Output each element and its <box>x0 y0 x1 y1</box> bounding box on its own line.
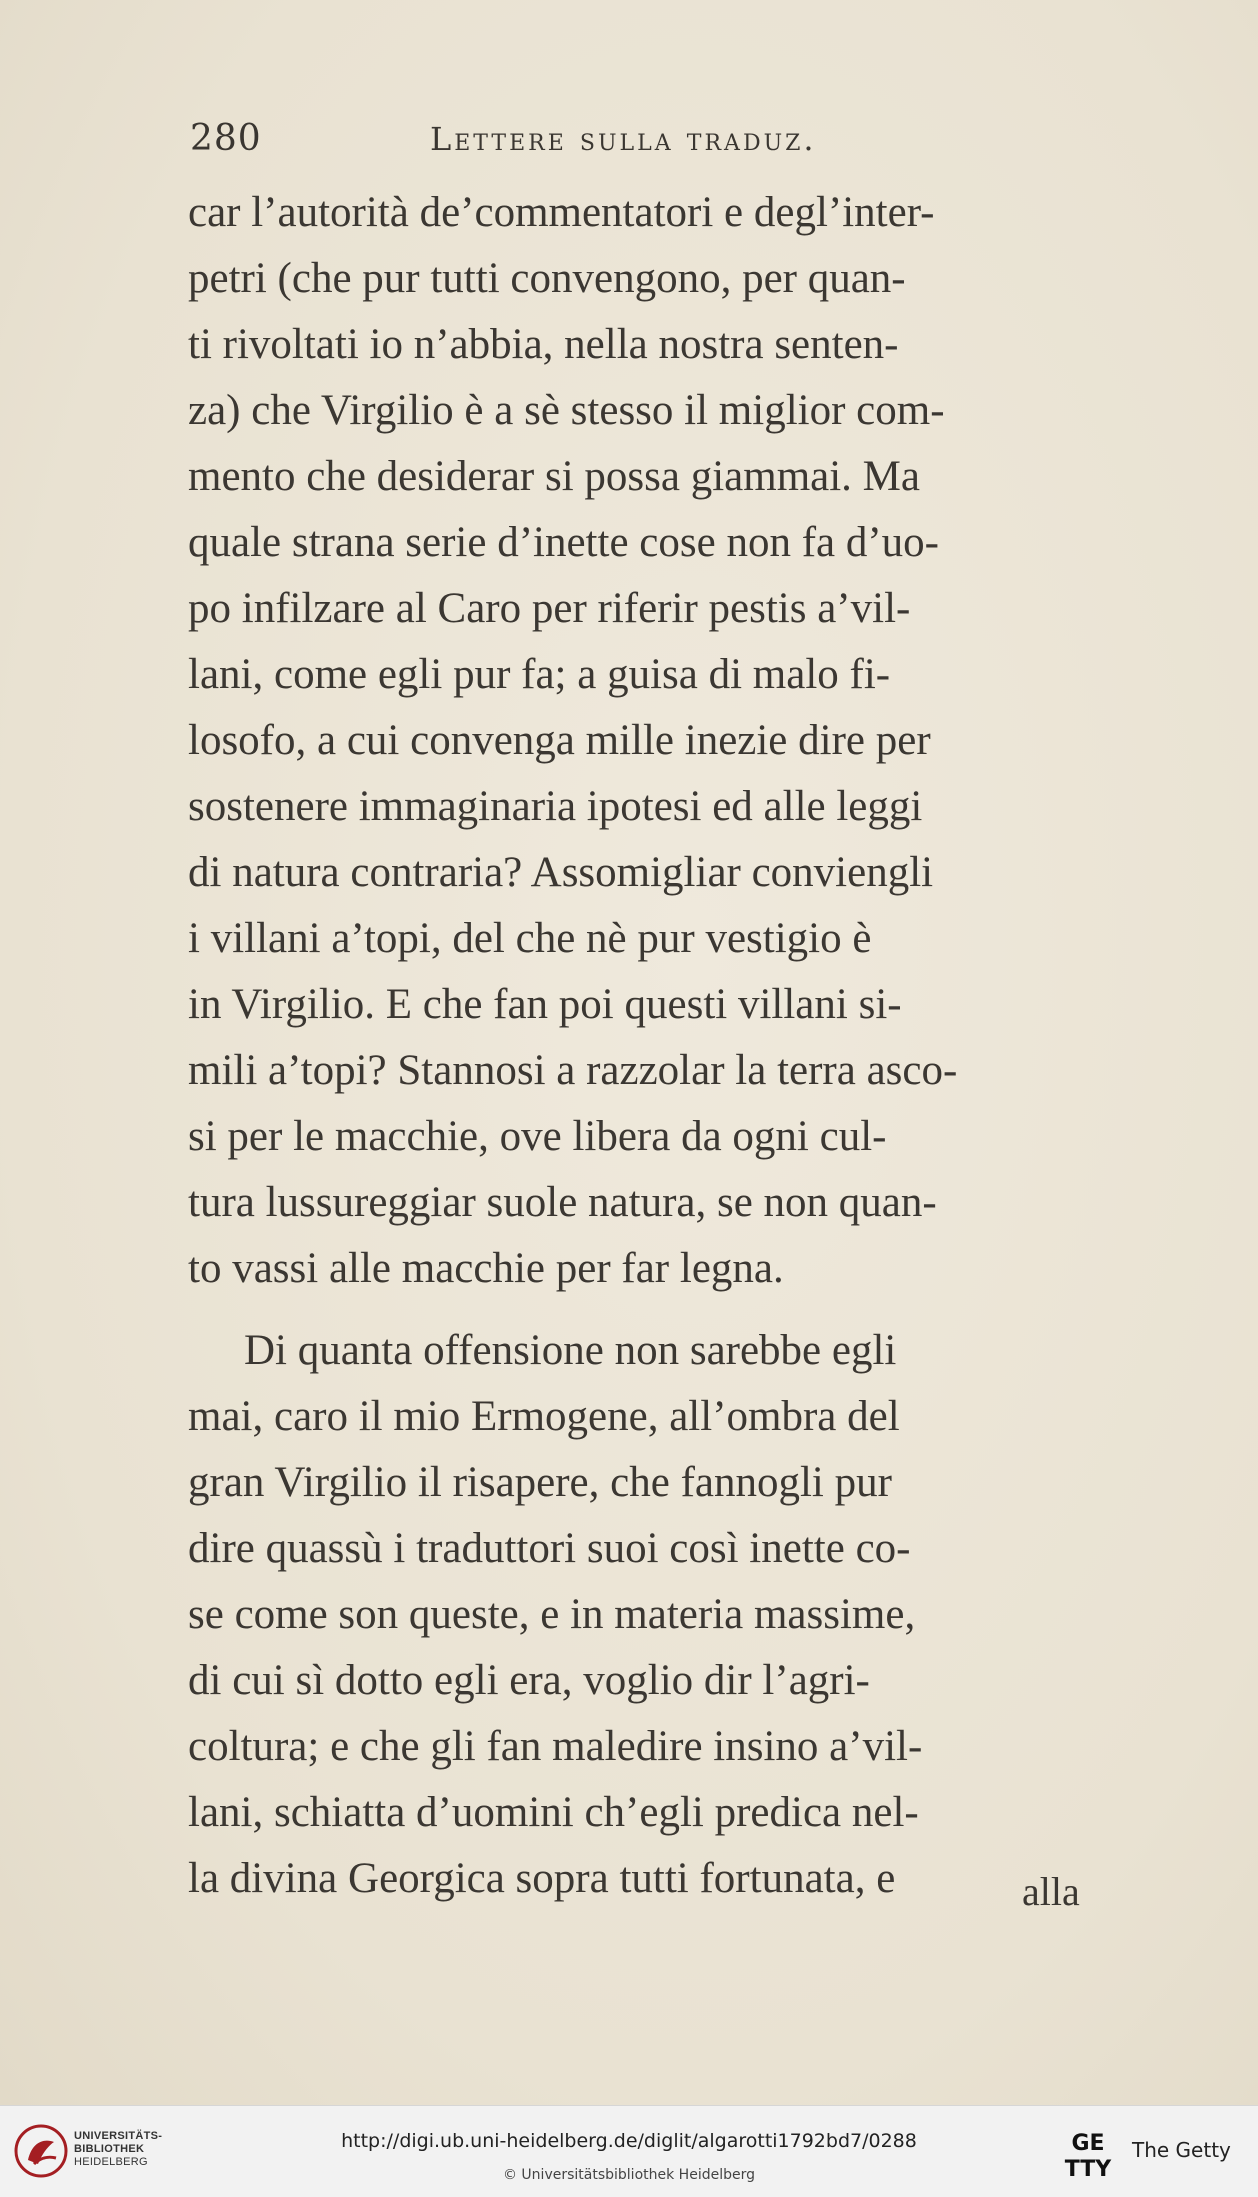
text-line: gran Virgilio il risapere, che fannogli pur <box>188 1459 892 1506</box>
text-line: mento che desiderar si possa giammai. Ma <box>188 453 920 500</box>
getty-logo-icon[interactable] <box>1058 2124 1118 2184</box>
text-line: di natura contraria? Assomigliar conviengli <box>188 849 934 896</box>
text-line: coltura; e che gli fan maledire insino a’vil- <box>188 1723 923 1770</box>
text-line: lani, come egli pur fa; a guisa di malo fi- <box>188 651 891 698</box>
text-line: si per le macchie, ove libera da ogni cul- <box>188 1113 887 1160</box>
text-line: car l’autorità de’commentatori e degl’inter- <box>188 189 935 236</box>
text-line: ti rivoltati io n’abbia, nella nostra senten- <box>188 321 899 368</box>
getty-mark-top: GE <box>1071 2131 1105 2156</box>
text-line: dire quassù i traduttori suoi così inette co- <box>188 1525 911 1572</box>
text-line: losofo, a cui convenga mille inezie dire per <box>188 717 931 764</box>
text-line: mili a’topi? Stannosi a razzolar la terra asco- <box>188 1047 958 1094</box>
library-name: UNIVERSITÄTS- BIBLIOTHEK HEIDELBERG <box>74 2130 163 2168</box>
text-line: i villani a’topi, del che nè pur vestigio è <box>188 915 872 962</box>
copyright-notice: © Universitätsbibliothek Heidelberg <box>502 2167 755 2183</box>
body-text <box>188 180 1168 1912</box>
text-line: po infilzare al Caro per riferir pestis a’vil- <box>188 585 911 632</box>
text-line: di cui sì dotto egli era, voglio dir l’agri- <box>188 1657 870 1704</box>
catchword: alla <box>1022 1869 1080 1914</box>
page-header <box>190 118 950 168</box>
text-line: quale strana serie d’inette cose non fa d’uo- <box>188 519 939 566</box>
text-line: sostenere immaginaria ipotesi ed alle leggi <box>188 783 923 830</box>
text-line: in Virgilio. E che fan poi questi villani si- <box>188 981 902 1028</box>
getty-mark-bottom: TTY <box>1064 2157 1112 2182</box>
text-line: petri (che pur tutti convengono, per quan- <box>188 255 906 302</box>
getty-label: The Getty <box>1132 2138 1231 2162</box>
running-title: Lettere sulla traduz. <box>430 120 817 158</box>
paragraph-first-line: Di quanta offensione non sarebbe egli <box>244 1327 897 1374</box>
text-line: lani, schiatta d’uomini ch’egli predica nel- <box>188 1789 919 1836</box>
permalink-url[interactable]: http://digi.ub.uni-heidelberg.de/diglit/algarotti1792bd7/0288 <box>341 2130 917 2152</box>
viewer-footer <box>0 2105 1258 2197</box>
text-line: se come son queste, e in materia massime, <box>188 1591 916 1638</box>
text-line: za) che Virgilio è a sè stesso il miglior com- <box>188 387 945 434</box>
text-line: tura lussureggiar suole natura, se non quan- <box>188 1179 937 1226</box>
text-line: mai, caro il mio Ermogene, all’ombra del <box>188 1393 900 1440</box>
text-line: to vassi alle macchie per far legna. <box>188 1245 784 1292</box>
page-number: 280 <box>190 118 262 159</box>
text-line: la divina Georgica sopra tutti fortunata, e <box>188 1855 896 1902</box>
